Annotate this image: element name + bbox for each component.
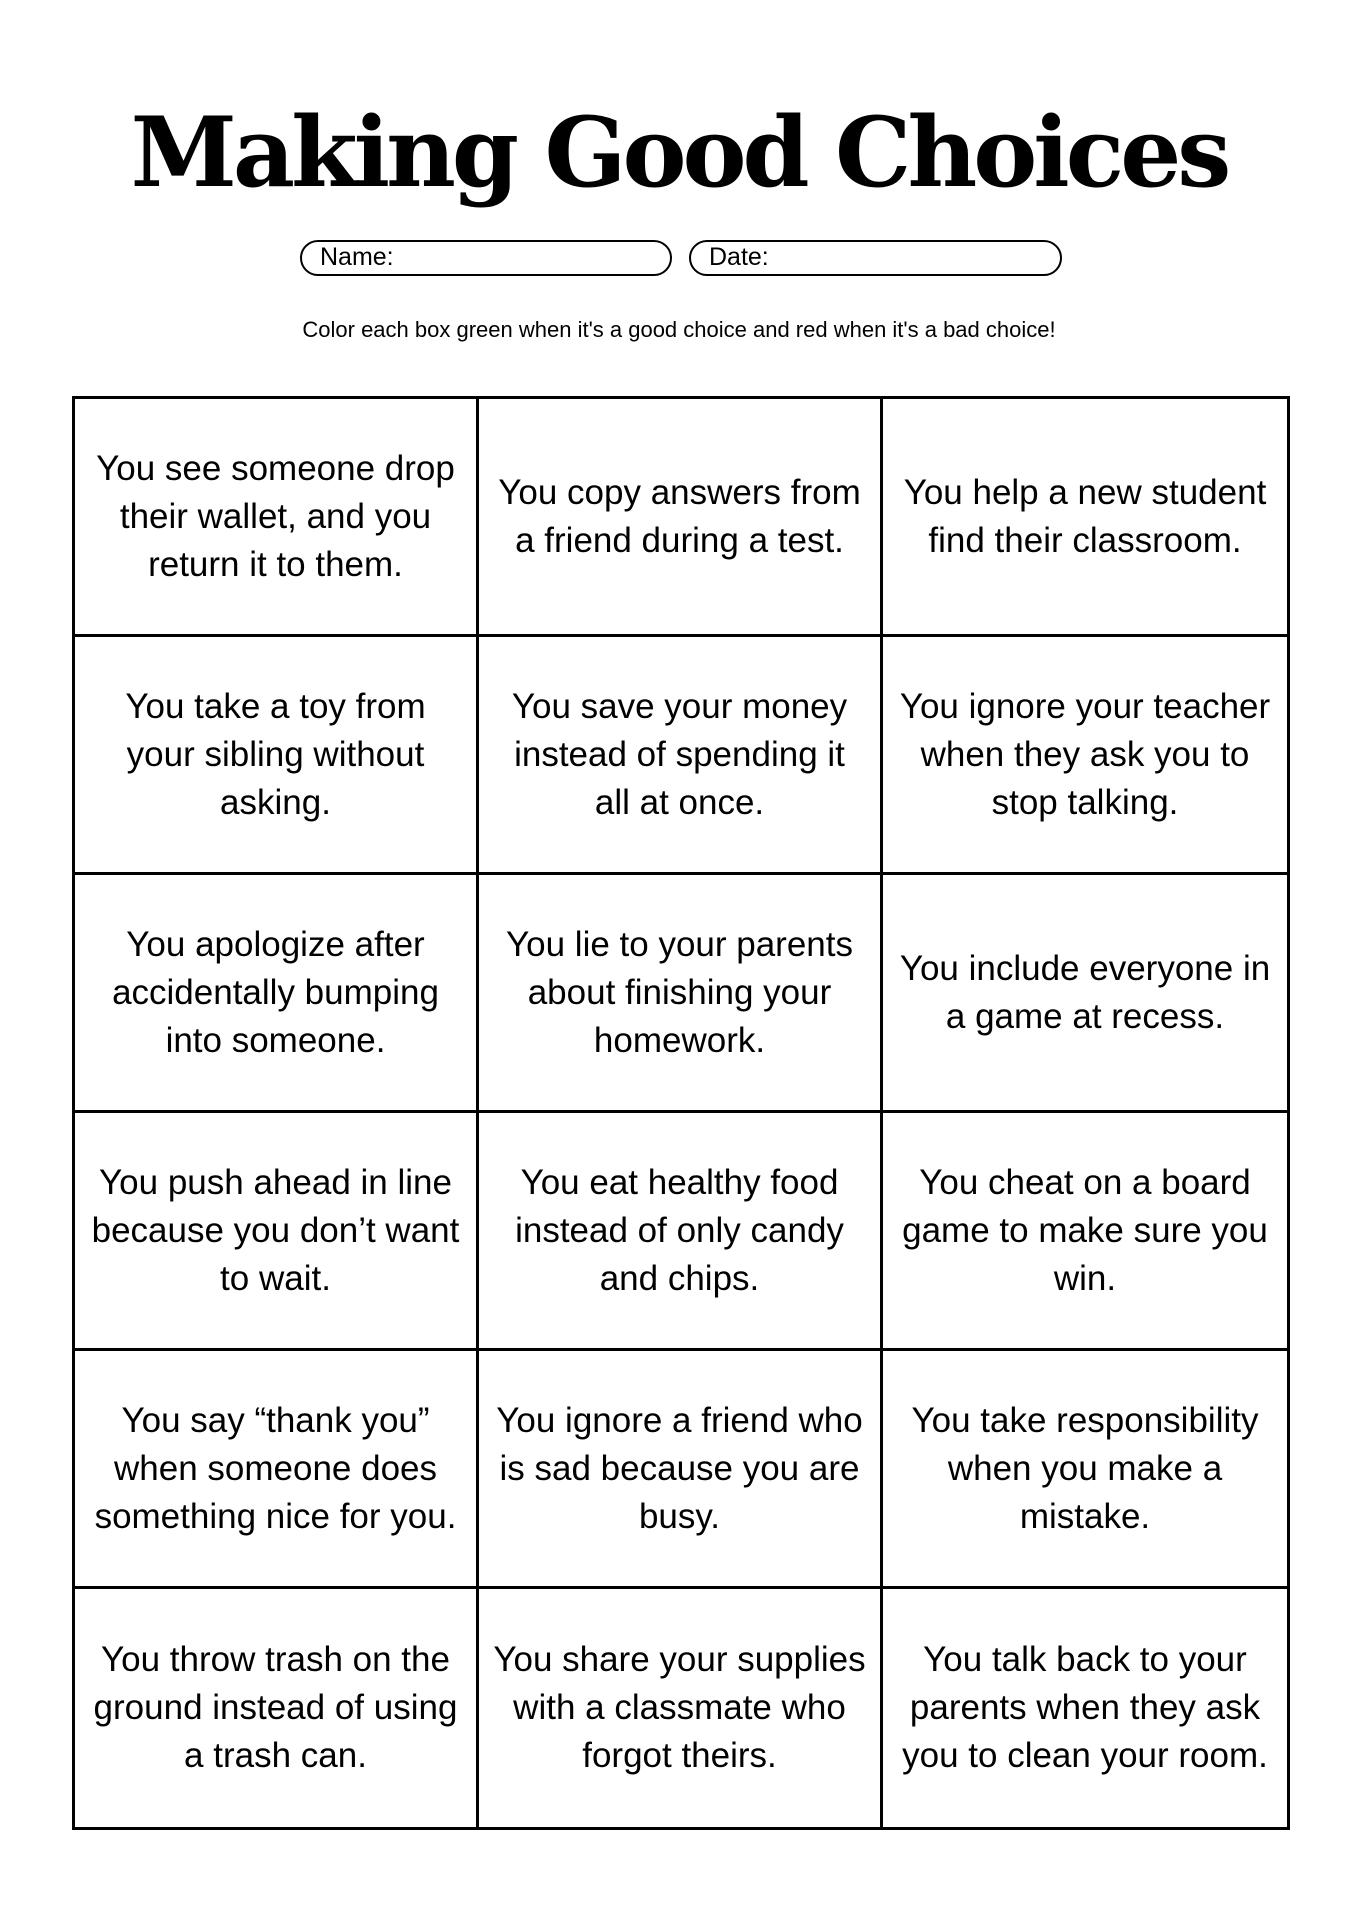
name-field[interactable] bbox=[300, 240, 672, 276]
choice-box[interactable] bbox=[479, 1589, 883, 1827]
choice-text: You cheat on a board game to make sure you win. bbox=[902, 1162, 1268, 1298]
page-title: Making Good Choices bbox=[130, 96, 1228, 209]
choice-text: You see someone drop their wallet, and you return it to them. bbox=[96, 448, 455, 584]
instructions-text: Color each box green when it's a good choice and red when it's a bad choice! bbox=[302, 317, 1056, 342]
date-field[interactable] bbox=[689, 240, 1062, 276]
choices-grid bbox=[72, 396, 1290, 1830]
date-label: Date: bbox=[709, 243, 769, 271]
name-label: Name: bbox=[320, 243, 394, 271]
choice-text: You ignore your teacher when they ask you to stop talking. bbox=[899, 686, 1271, 822]
choice-text: You copy answers from a friend during a test. bbox=[498, 472, 861, 560]
choice-box[interactable] bbox=[479, 637, 883, 875]
choice-text: You include everyone in a game at recess. bbox=[899, 948, 1271, 1036]
choice-text: You ignore a friend who is sad because you are busy. bbox=[496, 1400, 863, 1536]
choice-text: You say “thank you” when someone does something nice for you. bbox=[94, 1400, 457, 1536]
choice-text: You apologize after accidentally bumping into someone. bbox=[112, 924, 439, 1060]
choice-text: You throw trash on the ground instead of using a trash can. bbox=[93, 1640, 458, 1775]
choice-box[interactable] bbox=[75, 875, 479, 1113]
choice-text: You lie to your parents about finishing your homework. bbox=[506, 924, 853, 1060]
choice-text: You save your money instead of spending it all at once. bbox=[511, 686, 848, 822]
choice-box[interactable] bbox=[883, 399, 1287, 637]
choice-box[interactable] bbox=[479, 875, 883, 1113]
choice-text: You talk back to your parents when they ask you to clean your room. bbox=[902, 1640, 1268, 1775]
choice-text: You take responsibility when you make a mistake. bbox=[911, 1400, 1259, 1536]
choice-box[interactable] bbox=[479, 1351, 883, 1589]
choice-text: You help a new student find their classroom. bbox=[903, 472, 1267, 560]
choice-box[interactable] bbox=[883, 1351, 1287, 1589]
choice-box[interactable] bbox=[479, 1113, 883, 1351]
choice-box[interactable] bbox=[75, 399, 479, 637]
choice-box[interactable] bbox=[883, 637, 1287, 875]
choice-box[interactable] bbox=[75, 1351, 479, 1589]
choice-text: You push ahead in line because you don’t want to wait. bbox=[91, 1162, 460, 1298]
choice-text: You share your supplies with a classmate who forgot theirs. bbox=[493, 1640, 866, 1775]
choice-box[interactable] bbox=[883, 1113, 1287, 1351]
choice-box[interactable] bbox=[883, 875, 1287, 1113]
choice-text: You eat healthy food instead of only candy and chips. bbox=[515, 1162, 844, 1298]
choice-box[interactable] bbox=[75, 1113, 479, 1351]
choice-box[interactable] bbox=[75, 637, 479, 875]
choice-box[interactable] bbox=[883, 1589, 1287, 1827]
choice-box[interactable] bbox=[75, 1589, 479, 1827]
choice-box[interactable] bbox=[479, 399, 883, 637]
choice-text: You take a toy from your sibling without asking. bbox=[125, 686, 426, 822]
